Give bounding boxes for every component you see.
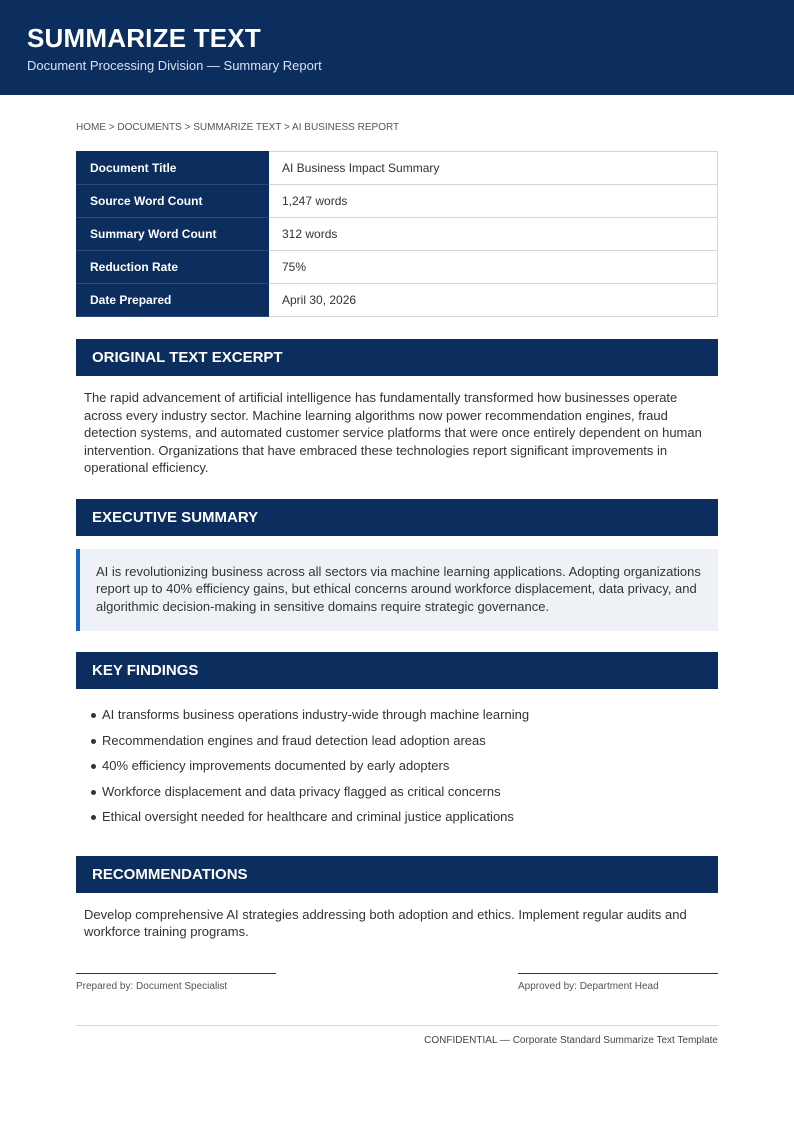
signature-line <box>518 973 718 974</box>
document-metadata-table <box>76 151 718 317</box>
section-heading-original: ORIGINAL TEXT EXCERPT <box>76 339 718 376</box>
recommendations-text: Develop comprehensive AI strategies addressing both adoption and ethics. Implement regular audits and workforce training programs. <box>84 906 687 939</box>
prepared-by-label: Prepared by: Document Specialist <box>76 980 228 992</box>
bullet-icon <box>91 815 96 820</box>
key-findings-list <box>76 689 718 835</box>
list-item <box>102 758 718 784</box>
executive-summary-box: AI is revolutionizing business across all sectors via machine learning applications. Adopting organizations report up to 40% efficiency gains, but ethical concerns around workforce displacement, data privacy, and algorithmic decision-making in sensitive domains require strategic governance. <box>76 549 718 632</box>
table-row <box>77 284 718 317</box>
meta-key: Reduction Rate <box>77 251 269 284</box>
finding-text: Workforce displacement and data privacy flagged as critical concerns <box>102 783 501 799</box>
breadcrumb: HOME > DOCUMENTS > SUMMARIZE TEXT > AI BUSINESS REPORT <box>76 122 400 133</box>
meta-value: April 30, 2026 <box>269 284 718 317</box>
signature-line <box>76 973 276 974</box>
meta-key: Summary Word Count <box>77 218 269 251</box>
list-item <box>102 784 718 810</box>
approved-signature <box>518 973 718 992</box>
finding-text: Recommendation engines and fraud detection lead adoption areas <box>102 732 486 748</box>
page-title: SUMMARIZE TEXT <box>27 23 261 53</box>
report-content <box>0 122 794 1046</box>
list-item <box>102 809 718 835</box>
report-header <box>0 0 794 95</box>
approved-by-label: Approved by: Department Head <box>518 980 659 992</box>
table-row <box>77 185 718 218</box>
finding-text: 40% efficiency improvements documented by early adopters <box>102 758 450 773</box>
finding-text: AI transforms business operations industry-wide through machine learning <box>102 707 530 722</box>
list-item <box>102 733 718 759</box>
prepared-signature <box>76 973 276 992</box>
meta-key: Document Title <box>77 152 269 185</box>
meta-value: 75% <box>269 251 718 284</box>
original-text-excerpt: The rapid advancement of artificial intelligence has fundamentally transformed how businesses operate across every industry sector. Machine learning algorithms now power recommendation engines, fraud detection systems, and automated customer service platforms that were once entirely dependent on human intervention. Organizations that have embraced these technologies report significant improvements in operational efficiency. <box>84 390 702 475</box>
bullet-icon <box>91 739 96 744</box>
meta-key: Source Word Count <box>77 185 269 218</box>
list-item <box>102 707 718 733</box>
finding-text: Ethical oversight needed for healthcare and criminal justice applications <box>102 809 514 824</box>
signature-block <box>76 973 718 992</box>
table-row <box>77 251 718 284</box>
table-row <box>77 218 718 251</box>
confidential-footer: CONFIDENTIAL — Corporate Standard Summarize Text Template <box>76 1025 718 1046</box>
table-row <box>77 152 718 185</box>
bullet-icon <box>91 790 96 795</box>
meta-value: 312 words <box>269 218 718 251</box>
bullet-icon <box>91 764 96 769</box>
meta-value: AI Business Impact Summary <box>269 152 718 185</box>
meta-value: 1,247 words <box>269 185 718 218</box>
meta-key: Date Prepared <box>77 284 269 317</box>
section-heading-recommendations: RECOMMENDATIONS <box>76 856 718 893</box>
page-subtitle: Document Processing Division — Summary Report <box>27 58 322 73</box>
section-heading-findings: KEY FINDINGS <box>76 652 718 689</box>
bullet-icon <box>91 713 96 718</box>
section-heading-executive: EXECUTIVE SUMMARY <box>76 499 718 536</box>
